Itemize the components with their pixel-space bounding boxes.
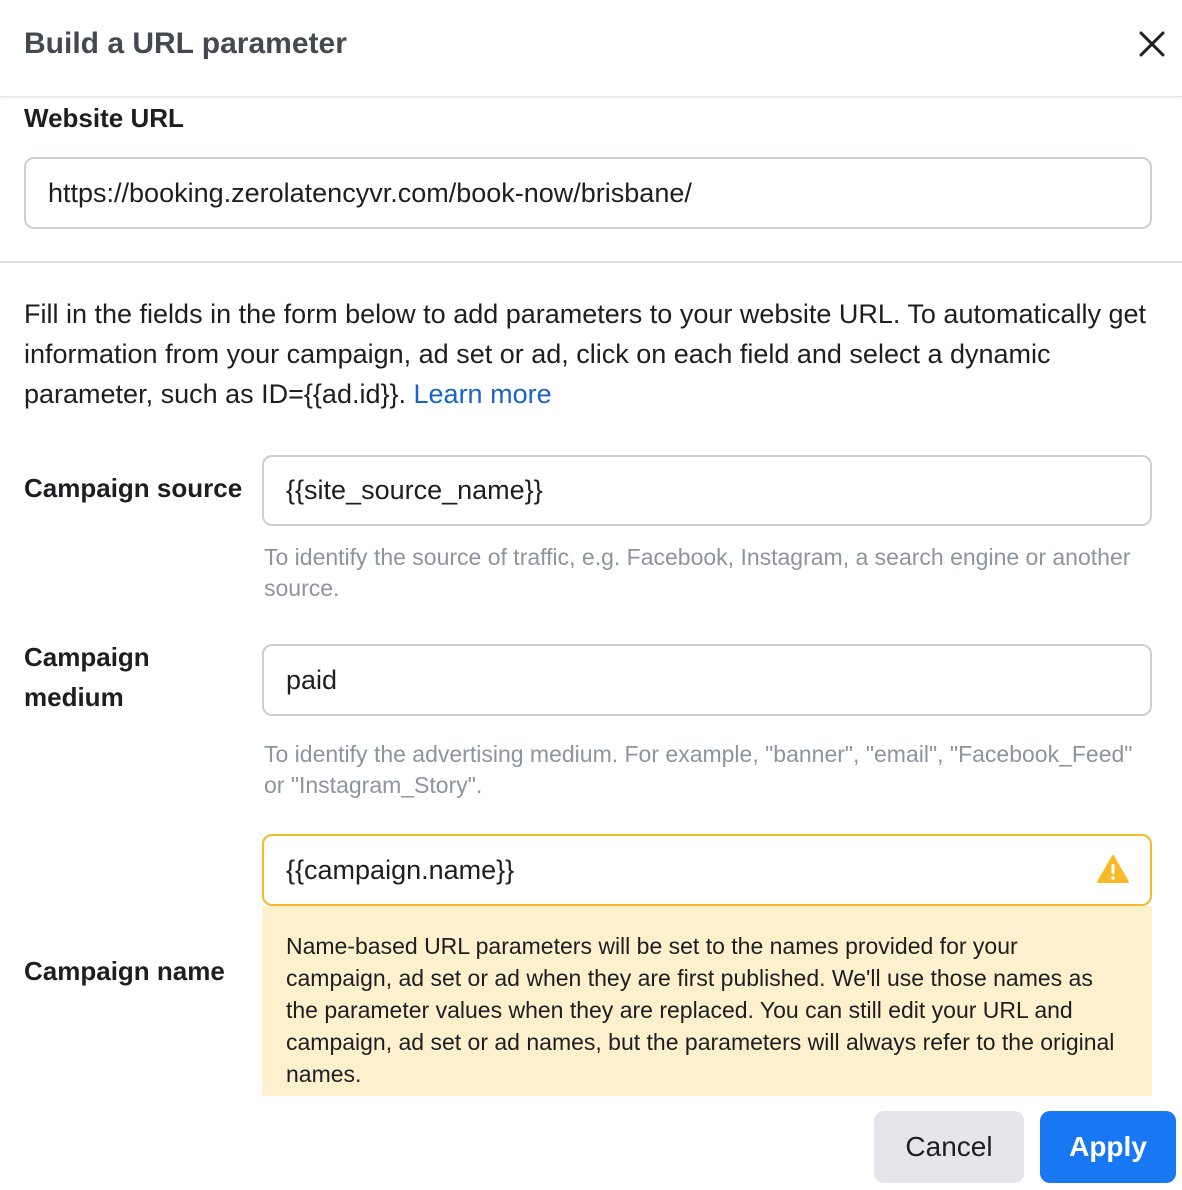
section-divider — [0, 261, 1182, 263]
warning-icon — [1096, 854, 1130, 884]
campaign-medium-help: To identify the advertising medium. For example, "banner", "email", "Facebook_Feed" or "Instagram_Story". — [264, 741, 1133, 798]
campaign-source-label: Campaign source — [24, 473, 243, 503]
close-button[interactable] — [1136, 28, 1168, 60]
dialog-title: Build a URL parameter — [24, 27, 347, 60]
description-text: Fill in the fields in the form below to add parameters to your website URL. To automatically get information from your campaign, ad set or ad, click on each field and select a dynamic parameter, such as ID={{ad.id}}. — [24, 299, 1147, 409]
campaign-source-value: {{site_source_name}} — [286, 475, 543, 505]
campaign-name-value: {{campaign.name}} — [286, 854, 515, 885]
close-icon — [1136, 28, 1168, 60]
campaign-source-input[interactable] — [262, 455, 1152, 526]
campaign-source-help: To identify the source of traffic, e.g. Facebook, Instagram, a search engine or another source. — [264, 544, 1131, 601]
campaign-name-label: Campaign name — [24, 956, 225, 986]
form-description — [24, 294, 1164, 414]
apply-button[interactable]: Apply — [1040, 1111, 1176, 1183]
campaign-medium-label: Campaign medium — [24, 642, 150, 712]
campaign-name-input[interactable] — [262, 834, 1152, 906]
website-url-label: Website URL — [24, 103, 184, 133]
campaign-medium-input[interactable] — [262, 644, 1152, 716]
website-url-input[interactable] — [24, 157, 1152, 229]
dialog-header — [0, 0, 1182, 97]
campaign-medium-value: paid — [286, 664, 338, 695]
website-url-value: https://booking.zerolatencyvr.com/book-now/brisbane/ — [48, 177, 692, 208]
cancel-button[interactable]: Cancel — [874, 1111, 1024, 1183]
learn-more-link[interactable]: Learn more — [413, 379, 552, 409]
campaign-name-warning: Name-based URL parameters will be set to the names provided for your campaign, ad set or ad when they are first published. We'll use those names as the parameter values when they are replaced. You can still edit your URL and campaign, ad set or ad names, but the parameters will always refer to the original names. — [262, 906, 1152, 1096]
